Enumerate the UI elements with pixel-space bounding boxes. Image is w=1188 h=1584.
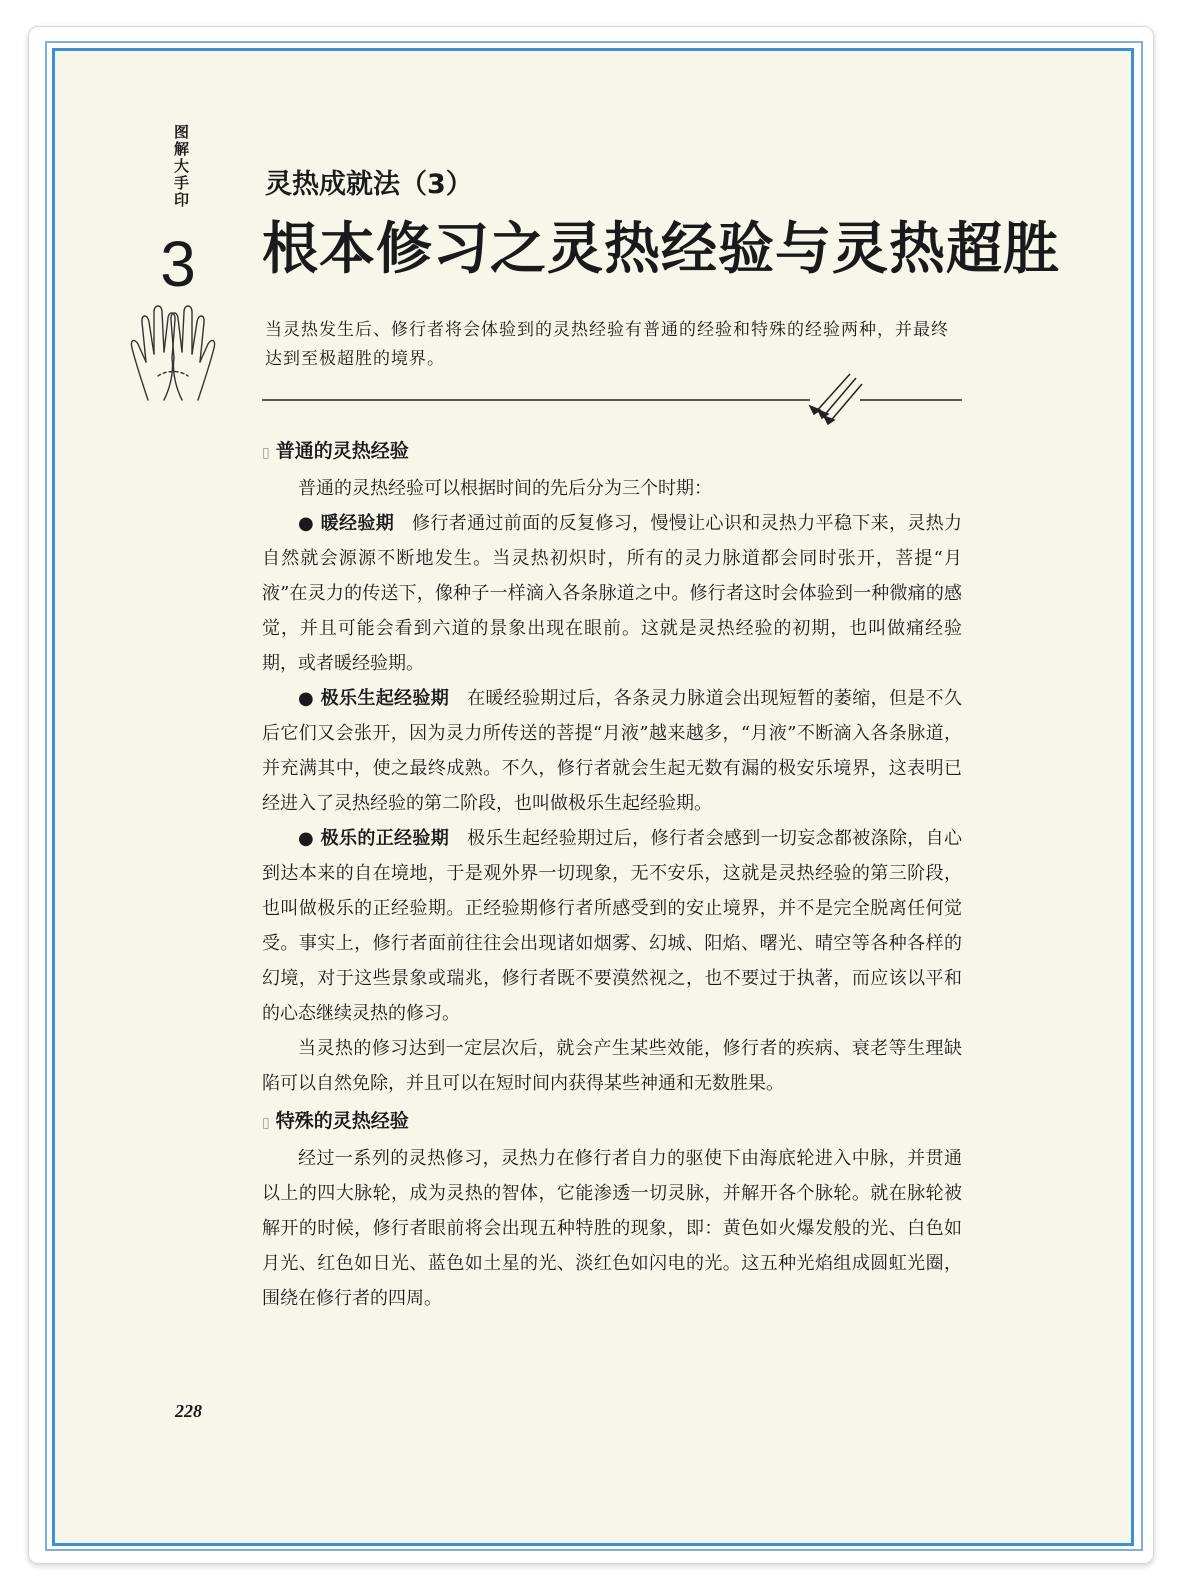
chapter-number: 3 (160, 228, 196, 300)
section-heading-ordinary (262, 435, 962, 469)
section-heading-text: 普通的灵热经验 (275, 440, 409, 462)
heading-marker-icon: ▯ (262, 1115, 270, 1131)
section-heading-special (262, 1105, 962, 1139)
section-heading-text: 特殊的灵热经验 (275, 1110, 409, 1132)
stage-term-3: ● 极乐的正经验期 (298, 828, 450, 849)
stage-text-2: 在暖经验期过后，各条灵力脉道会出现短暂的萎缩，但是不久后它们又会张开，因为灵力所传送的菩提“月液”越来越多，“月液”不断滴入各条脉道，并充满其中，使之最终成熟。不久，修行者就会生起无数有漏的极安乐境界，这表明已经进入了灵热经验的第二阶段，也叫做极乐生起经验期。 (262, 688, 962, 814)
mudra-hands-icon (118, 292, 228, 404)
arrow-divider-icon (262, 372, 962, 432)
stage-paragraph-3 (262, 821, 962, 1031)
special-paragraph: 经过一系列的灵热修习，灵热力在修行者自力的驱使下由海底轮进入中脉，并贯通以上的四大脉轮，成为灵热的智体，它能渗透一切灵脉，并解开各个脉轮。就在脉轮被解开的时候，修行者眼前将会出现五种特胜的现象，即：黄色如火爆发般的光、白色如月光、红色如日光、蓝色如土星的光、淡红色如闪电的光。这五种光焰组成圆虹光圈，围绕在修行者的四周。 (262, 1148, 962, 1309)
stage-term-2: ● 极乐生起经验期 (298, 688, 450, 709)
section-subtitle: 灵热成就法（3） (265, 169, 473, 200)
heading-marker-icon: ▯ (262, 445, 270, 461)
stage-paragraph-1 (262, 506, 962, 681)
page-number: 228 (175, 1401, 202, 1421)
page-title: 根本修习之灵热经验与灵热超胜 (262, 217, 1060, 282)
stage-text-1: 修行者通过前面的反复修习，慢慢让心识和灵热力平稳下来，灵热力自然就会源源不断地发生。当灵热初炽时，所有的灵力脉道都会同时张开，菩提“月液”在灵力的传送下，像种子一样滴入各条脉道之中。修行者这时会体验到一种微痛的感觉，并且可能会看到六道的景象出现在眼前。这就是灵热经验的初期，也叫做痛经验期，或者暖经验期。 (262, 513, 962, 674)
stage-paragraph-2 (262, 681, 962, 821)
closing-paragraph: 当灵热的修习达到一定层次后，就会产生某些效能，修行者的疾病、衰老等生理缺陷可以自然免除，并且可以在短时间内获得某些神通和无数胜果。 (262, 1038, 962, 1094)
side-book-title: 图解大手印 (172, 124, 190, 209)
article-body (262, 435, 962, 1316)
intro-paragraph: 当灵热发生后、修行者将会体验到的灵热经验有普通的经验和特殊的经验两种，并最终达到至极超胜的境界。 (265, 320, 949, 369)
stage-term-1: ● 暖经验期 (298, 513, 395, 534)
section-lead: 普通的灵热经验可以根据时间的先后分为三个时期： (298, 478, 712, 499)
stage-text-3: 极乐生起经验期过后，修行者会感到一切妄念都被涤除，自心到达本来的自在境地，于是观外界一切现象，无不安乐，这就是灵热经验的第三阶段，也叫做极乐的正经验期。正经验期修行者所感受到的安止境界，并不是完全脱离任何觉受。事实上，修行者面前往往会出现诸如烟雾、幻城、阳焰、曙光、晴空等各种各样的幻境，对于这些景象或瑞兆，修行者既不要漠然视之，也不要过于执著，而应该以平和的心态继续灵热的修习。 (262, 828, 962, 1024)
